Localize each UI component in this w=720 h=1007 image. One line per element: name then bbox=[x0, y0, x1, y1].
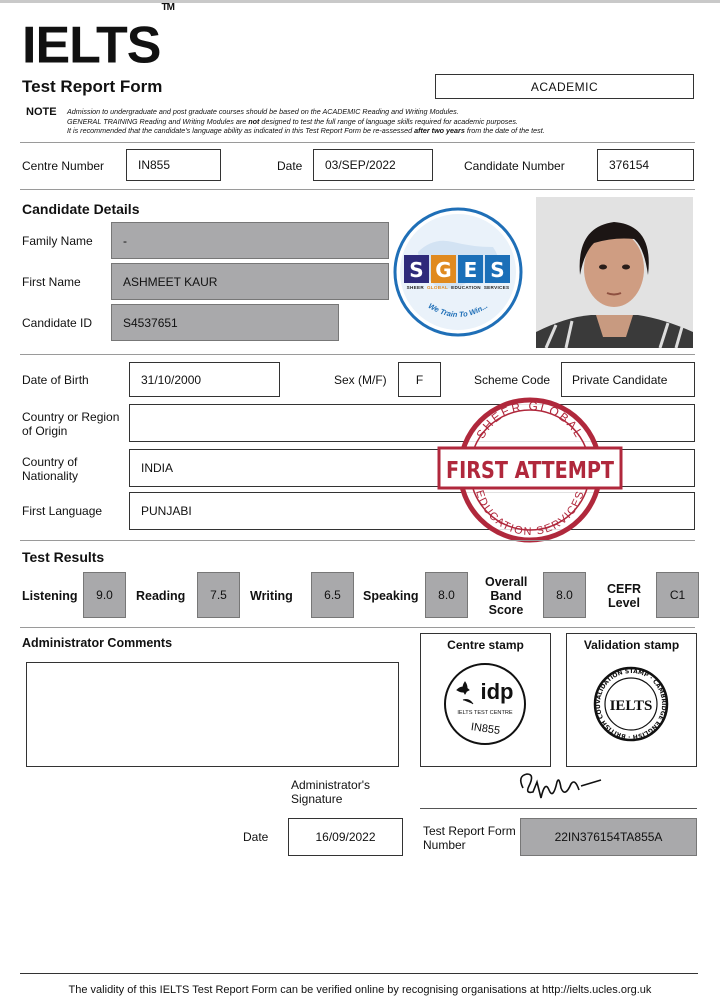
divider bbox=[20, 354, 695, 355]
admin-comments-box bbox=[26, 662, 399, 767]
candidate-id-label: Candidate ID bbox=[22, 316, 93, 330]
sex-label: Sex (M/F) bbox=[334, 373, 387, 387]
test-results-heading: Test Results bbox=[22, 549, 105, 565]
administrator-signature bbox=[515, 768, 605, 808]
sges-letter: S bbox=[490, 258, 505, 282]
scheme-code-label: Scheme Code bbox=[474, 373, 551, 387]
footer-rule bbox=[20, 973, 698, 974]
sges-subtitle-3: EDUCATION bbox=[451, 285, 481, 290]
top-border bbox=[0, 0, 720, 3]
nationality-label: Country of Nationality bbox=[22, 455, 79, 483]
sges-letter: E bbox=[463, 258, 478, 282]
first-language-field: PUNJABI bbox=[129, 492, 695, 530]
first-name-label: First Name bbox=[22, 275, 81, 289]
note-label: NOTE bbox=[26, 106, 57, 118]
divider bbox=[20, 142, 695, 143]
module-box: ACADEMIC bbox=[435, 74, 694, 99]
validation-stamp-label: Validation stamp bbox=[583, 638, 680, 652]
issue-date-field: 16/09/2022 bbox=[288, 818, 403, 856]
validation-ring-text: VALIDATION STAMP · CAMBRIDGE ENGLISH · BRITISH COU bbox=[594, 667, 668, 741]
idp-stamp-icon bbox=[421, 652, 550, 760]
svg-text:SHEERGLOBALEDUCATIONSERVICES bbox=[407, 285, 510, 290]
dob-label: Date of Birth bbox=[22, 373, 89, 387]
overall-score: 8.0 bbox=[543, 572, 586, 618]
first-name-field: ASHMEET KAUR bbox=[111, 263, 389, 300]
signature-line bbox=[420, 808, 697, 809]
trf-number-label: Test Report Form Number bbox=[423, 824, 516, 852]
candidate-id-field: S4537651 bbox=[111, 304, 339, 341]
candidate-number-label: Candidate Number bbox=[464, 159, 565, 173]
sges-subtitle-2: GLOBAL bbox=[426, 285, 449, 290]
candidate-number-field: 376154 bbox=[597, 149, 694, 181]
listening-score: 9.0 bbox=[83, 572, 126, 618]
nationality-field: INDIA bbox=[129, 449, 695, 487]
sges-letter: G bbox=[435, 258, 452, 282]
issue-date-label: Date bbox=[243, 830, 269, 844]
divider bbox=[20, 627, 695, 628]
candidate-photo bbox=[536, 197, 693, 348]
stamp-main-text: FIRST ATTEMPT bbox=[446, 458, 615, 484]
first-language-label: First Language bbox=[22, 504, 103, 518]
signature-label: Administrator's Signature bbox=[291, 778, 370, 806]
footer-verification-text: The validity of this IELTS Test Report Form can be verified online by recognising organisations at http://ielts.ucles.org.uk bbox=[68, 984, 652, 996]
centre-number-label: Centre Number bbox=[22, 159, 105, 173]
idp-code: IN855 bbox=[470, 721, 501, 738]
svg-text:VALIDATION STAMP · CAMBRIDGE E bbox=[567, 652, 667, 740]
candidate-details-heading: Candidate Details bbox=[22, 201, 140, 217]
centre-number-field: IN855 bbox=[126, 149, 221, 181]
family-name-label: Family Name bbox=[22, 234, 93, 248]
test-date-field: 03/SEP/2022 bbox=[313, 149, 433, 181]
sges-subtitle-1: SHEER bbox=[406, 285, 424, 290]
note-text: Admission to undergraduate and post graduate courses should be based on the ACADEMIC Reading and Writing Modules. GENERAL TRAINING Reading and Writing Modules are not designed to test the full range of language skills required for academic purposes. It is recommended that the candidate's language ability as indicated in this Test Report Form be re-assessed after two years from the date of the test. bbox=[67, 107, 545, 135]
stamp-top-text: SHEER GLOBAL bbox=[473, 398, 587, 442]
country-origin-label: Country or Region of Origin bbox=[22, 410, 120, 438]
test-date-label: Date bbox=[277, 159, 303, 173]
validation-text: IELTS bbox=[609, 698, 653, 714]
idp-sub: IELTS TEST CENTRE bbox=[457, 710, 513, 716]
sex-field: F bbox=[398, 362, 441, 397]
scheme-code-field: Private Candidate bbox=[561, 362, 695, 397]
ielts-logo: IELTS™ bbox=[22, 2, 174, 75]
stamp-bottom-text: EDUCATION SERVICES bbox=[473, 488, 587, 539]
family-name-field: - bbox=[111, 222, 389, 259]
admin-comments-label: Administrator Comments bbox=[22, 636, 173, 650]
first-attempt-stamp bbox=[435, 396, 625, 544]
sges-subtitle-4: SERVICES bbox=[483, 285, 510, 290]
idp-text: idp bbox=[480, 679, 514, 704]
divider bbox=[20, 540, 695, 541]
validation-stamp-icon bbox=[567, 652, 696, 760]
centre-stamp-label: Centre stamp bbox=[447, 638, 524, 652]
writing-label: Writing bbox=[250, 589, 293, 603]
overall-label: Overall Band Score bbox=[485, 575, 528, 617]
writing-score: 6.5 bbox=[311, 572, 354, 618]
centre-stamp-box bbox=[420, 633, 551, 767]
listening-label: Listening bbox=[22, 589, 78, 603]
sges-tagline: We Train To Win... bbox=[426, 301, 490, 320]
divider bbox=[20, 189, 695, 190]
sges-logo bbox=[393, 207, 523, 337]
cefr-label: CEFR Level bbox=[606, 582, 642, 610]
trf-number-field: 22IN376154TA855A bbox=[520, 818, 697, 856]
validation-stamp-box bbox=[566, 633, 697, 767]
speaking-label: Speaking bbox=[363, 589, 419, 603]
reading-label: Reading bbox=[136, 589, 186, 603]
cefr-level: C1 bbox=[656, 572, 699, 618]
reading-score: 7.5 bbox=[197, 572, 240, 618]
speaking-score: 8.0 bbox=[425, 572, 468, 618]
form-title: Test Report Form bbox=[22, 77, 163, 96]
dob-field: 31/10/2000 bbox=[129, 362, 280, 397]
sges-letter: S bbox=[409, 258, 424, 282]
